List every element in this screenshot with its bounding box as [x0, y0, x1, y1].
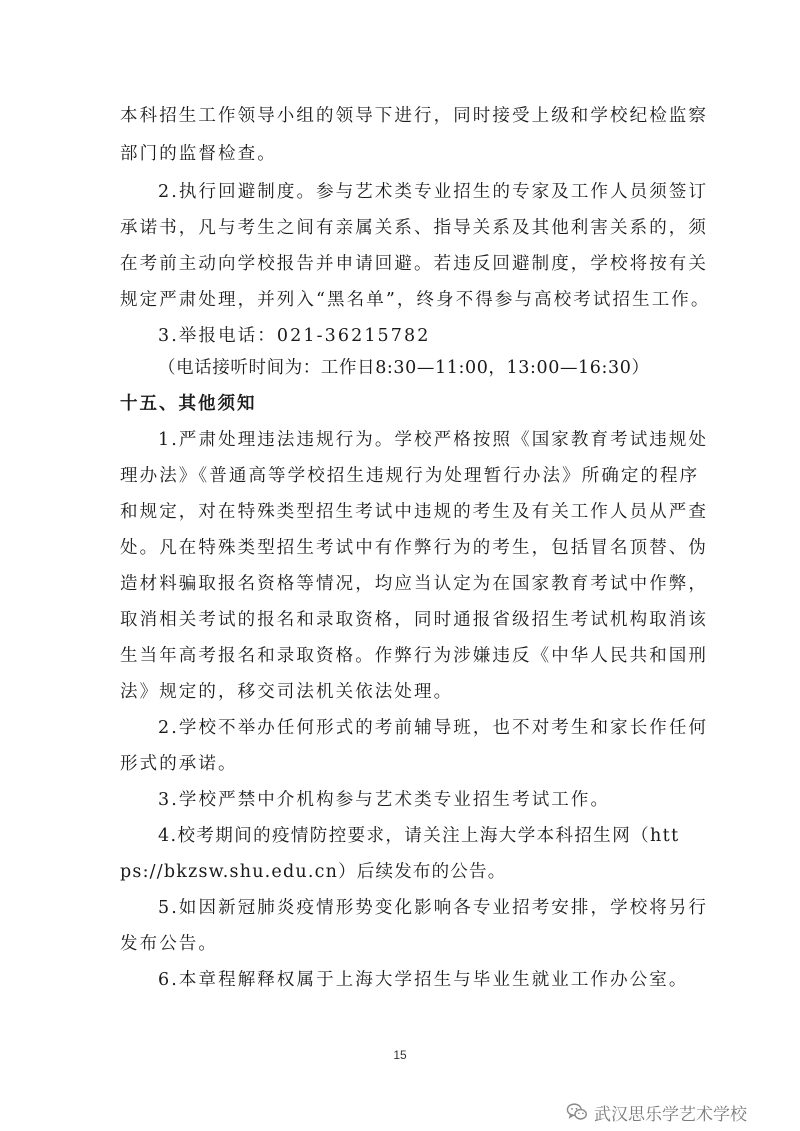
paragraph-line: 2.学校不举办任何形式的考前辅导班，也不对考生和家长作任何 — [158, 718, 709, 738]
section-heading: 十五、其他须知 — [120, 394, 257, 414]
paragraph-line: 取消相关考试的报名和录取资格，同时通报省级招生考试机构取消该 — [120, 610, 708, 630]
paragraph-line: 部门的监督检查。 — [120, 144, 277, 164]
paragraph-line: ps://bkzsw.shu.edu.cn）后续发布的公告。 — [120, 862, 507, 882]
page-number: 15 — [393, 1048, 407, 1062]
paragraph-line: 生当年高考报名和录取资格。作弊行为涉嫌违反《中华人民共和国刑 — [120, 646, 708, 666]
paragraph-line: 本科招生工作领导小组的领导下进行，同时接受上级和学校纪检监察 — [120, 106, 708, 126]
paragraph-line: 发布公告。 — [120, 934, 218, 954]
paragraph-line: 在考前主动向学校报告并申请回避。若违反回避制度，学校将按有关 — [120, 254, 708, 274]
paragraph-line: 承诺书，凡与考生之间有亲属关系、指导关系及其他利害关系的，须 — [120, 218, 708, 238]
paragraph-line: 4.校考期间的疫情防控要求，请关注上海大学本科招生网（htt — [158, 826, 680, 846]
paragraph-line: 规定严肃处理，并列入“黑名单”，终身不得参与高校考试招生工作。 — [120, 290, 711, 310]
paragraph-line: 6.本章程解释权属于上海大学招生与毕业生就业工作办公室。 — [158, 970, 689, 990]
paragraph-line: （电话接听时间为：工作日8:30—11:00，13:00—16:30） — [158, 358, 650, 378]
paragraph-line: 3.学校严禁中介机构参与艺术类专业招生考试工作。 — [158, 790, 611, 810]
paragraph-line: 形式的承诺。 — [120, 754, 238, 774]
paragraph-line: 1.严肃处理违法违规行为。学校严格按照《国家教育考试违规处 — [158, 430, 709, 450]
paragraph-line: 和规定，对在特殊类型招生考试中违规的考生及有关工作人员从严查 — [120, 502, 708, 522]
wechat-icon — [566, 1102, 588, 1122]
watermark-text: 武汉思乐学艺术学校 — [594, 1104, 747, 1125]
watermark — [566, 1100, 747, 1124]
paragraph-line: 理办法》《普通高等学校招生违规行为处理暂行办法》所确定的程序 — [120, 466, 700, 486]
paragraph-line: 2.执行回避制度。参与艺术类专业招生的专家及工作人员须签订 — [158, 182, 709, 202]
paragraph-line: 造材料骗取报名资格等情况，均应当认定为在国家教育考试中作弊， — [120, 574, 708, 594]
paragraph-line: 处。凡在特殊类型招生考试中有作弊行为的考生，包括冒名顶替、伪 — [120, 538, 708, 558]
paragraph-line: 3.举报电话：021-36215782 — [158, 326, 431, 346]
paragraph-line: 法》规定的，移交司法机关依法处理。 — [120, 682, 454, 702]
paragraph-line: 5.如因新冠肺炎疫情形势变化影响各专业招考安排，学校将另行 — [158, 898, 709, 918]
